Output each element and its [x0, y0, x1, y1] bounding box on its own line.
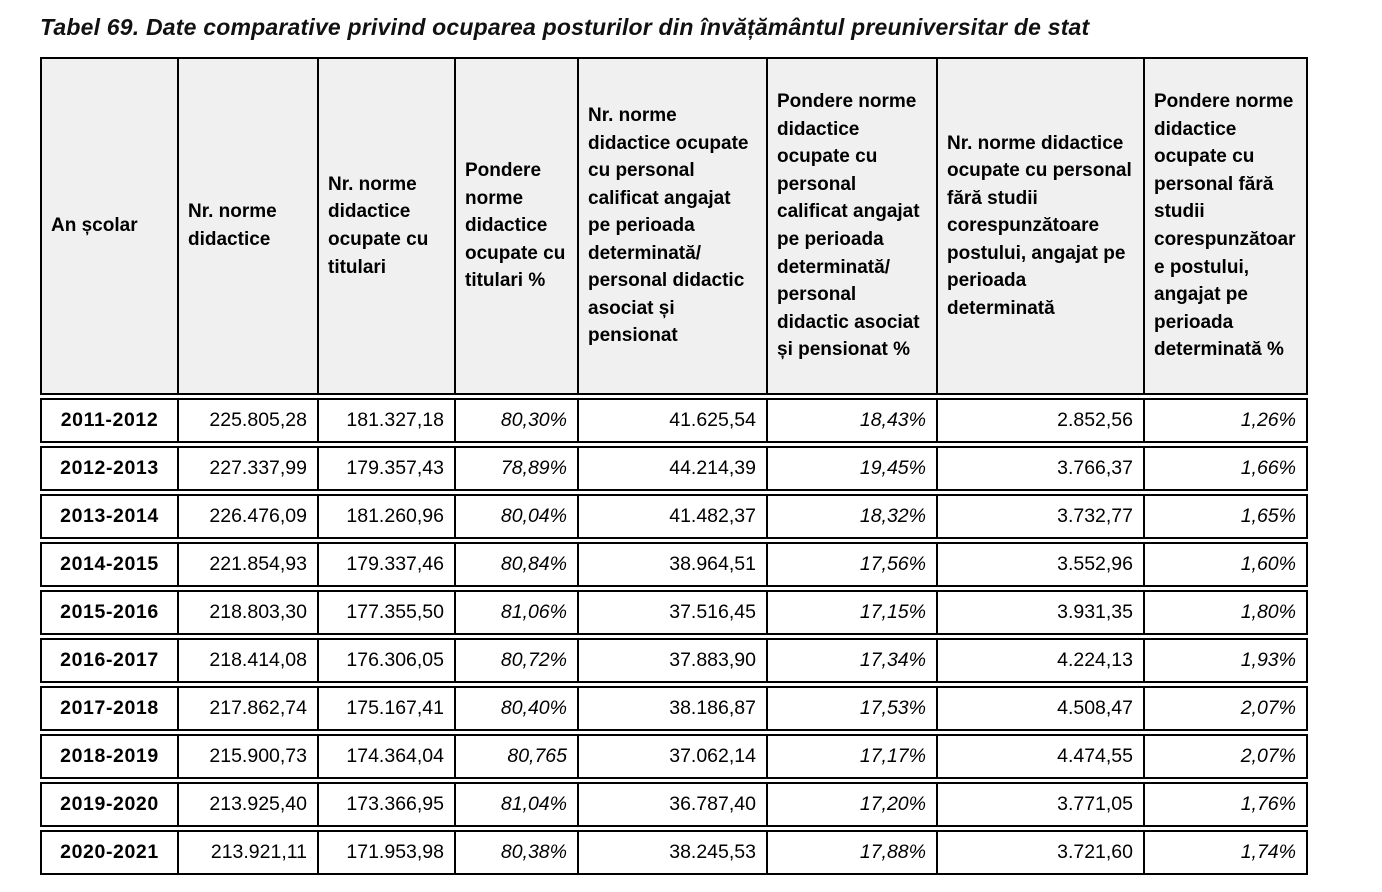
value-cell: 173.366,95 — [317, 784, 454, 825]
value-cell: 177.355,50 — [317, 592, 454, 633]
percent-cell: 1,60% — [1143, 544, 1306, 585]
year-cell: 2012-2013 — [60, 457, 159, 479]
year-cell: 2020-2021 — [60, 841, 159, 863]
value-cell: 41.482,37 — [577, 496, 766, 537]
percent-cell: 1,26% — [1143, 400, 1306, 441]
value-cell: 171.953,98 — [317, 832, 454, 873]
header-cell-5: Pondere norme didactice ocupate cu personal calificat angajat pe perioada determinată/ personal didactic asociat și pensionat % — [766, 59, 936, 393]
value-cell: 175.167,41 — [317, 688, 454, 729]
percent-cell: 80,84% — [454, 544, 577, 585]
value-cell: 174.364,04 — [317, 736, 454, 777]
value-cell: 3.931,35 — [936, 592, 1143, 633]
table-row — [40, 446, 1308, 491]
year-cell: 2019-2020 — [60, 793, 159, 815]
percent-cell: 1,80% — [1143, 592, 1306, 633]
year-cell: 2013-2014 — [60, 505, 159, 527]
percent-cell: 2,07% — [1143, 736, 1306, 777]
table-row — [40, 686, 1308, 731]
percent-cell: 1,66% — [1143, 448, 1306, 489]
percent-cell: 80,30% — [454, 400, 577, 441]
percent-cell: 17,15% — [766, 592, 936, 633]
year-cell: 2011-2012 — [60, 409, 159, 431]
percent-cell: 2,07% — [1143, 688, 1306, 729]
percent-cell: 78,89% — [454, 448, 577, 489]
table-row — [40, 398, 1308, 443]
value-cell: 179.337,46 — [317, 544, 454, 585]
percent-cell: 80,72% — [454, 640, 577, 681]
value-cell: 4.508,47 — [936, 688, 1143, 729]
year-cell: 2016-2017 — [60, 649, 159, 671]
comparative-table — [40, 57, 1308, 875]
value-cell: 38.245,53 — [577, 832, 766, 873]
value-cell: 181.327,18 — [317, 400, 454, 441]
value-cell: 4.474,55 — [936, 736, 1143, 777]
header-cell-7: Pondere norme didactice ocupate cu personal fără studii corespunzătoare postului, angajat pe perioada determinată % — [1143, 59, 1306, 393]
percent-cell: 1,74% — [1143, 832, 1306, 873]
value-cell: 225.805,28 — [177, 400, 317, 441]
table-row — [40, 494, 1308, 539]
percent-cell: 1,76% — [1143, 784, 1306, 825]
year-cell: 2014-2015 — [60, 553, 159, 575]
value-cell: 227.337,99 — [177, 448, 317, 489]
value-cell: 176.306,05 — [317, 640, 454, 681]
table-row — [40, 638, 1308, 683]
percent-cell: 17,34% — [766, 640, 936, 681]
table-row — [40, 590, 1308, 635]
percent-cell: 1,65% — [1143, 496, 1306, 537]
value-cell: 218.803,30 — [177, 592, 317, 633]
value-cell: 3.771,05 — [936, 784, 1143, 825]
value-cell: 217.862,74 — [177, 688, 317, 729]
table-title: Tabel 69. Date comparative privind ocuparea posturilor din învățământul preuniversitar de stat — [40, 14, 1090, 40]
percent-cell: 18,43% — [766, 400, 936, 441]
percent-cell: 18,32% — [766, 496, 936, 537]
value-cell: 218.414,08 — [177, 640, 317, 681]
value-cell: 37.062,14 — [577, 736, 766, 777]
value-cell: 3.552,96 — [936, 544, 1143, 585]
value-cell: 213.925,40 — [177, 784, 317, 825]
value-cell: 2.852,56 — [936, 400, 1143, 441]
value-cell: 37.516,45 — [577, 592, 766, 633]
value-cell: 215.900,73 — [177, 736, 317, 777]
table-row — [40, 782, 1308, 827]
year-cell: 2015-2016 — [60, 601, 159, 623]
percent-cell: 80,765 — [454, 736, 577, 777]
value-cell: 3.721,60 — [936, 832, 1143, 873]
value-cell: 221.854,93 — [177, 544, 317, 585]
value-cell: 4.224,13 — [936, 640, 1143, 681]
value-cell: 38.186,87 — [577, 688, 766, 729]
percent-cell: 19,45% — [766, 448, 936, 489]
table-row — [40, 542, 1308, 587]
percent-cell: 80,38% — [454, 832, 577, 873]
header-cell-2: Nr. norme didactice ocupate cu titulari — [317, 59, 454, 393]
year-cell: 2018-2019 — [60, 745, 159, 767]
table-header-row — [40, 57, 1308, 395]
percent-cell: 80,40% — [454, 688, 577, 729]
percent-cell: 17,56% — [766, 544, 936, 585]
table-row — [40, 734, 1308, 779]
table-row — [40, 830, 1308, 875]
value-cell: 37.883,90 — [577, 640, 766, 681]
percent-cell: 17,88% — [766, 832, 936, 873]
header-cell-3: Pondere norme didactice ocupate cu titulari % — [454, 59, 577, 393]
value-cell: 3.766,37 — [936, 448, 1143, 489]
header-cell-6: Nr. norme didactice ocupate cu personal fără studii corespunzătoare postului, angajat pe perioada determinată — [936, 59, 1143, 393]
value-cell: 41.625,54 — [577, 400, 766, 441]
percent-cell: 80,04% — [454, 496, 577, 537]
value-cell: 181.260,96 — [317, 496, 454, 537]
value-cell: 3.732,77 — [936, 496, 1143, 537]
value-cell: 226.476,09 — [177, 496, 317, 537]
percent-cell: 81,06% — [454, 592, 577, 633]
value-cell: 38.964,51 — [577, 544, 766, 585]
percent-cell: 81,04% — [454, 784, 577, 825]
header-cell-1: Nr. norme didactice — [177, 59, 317, 393]
header-cell-0: An școlar — [51, 215, 138, 237]
table-body — [40, 398, 1308, 875]
value-cell: 213.921,11 — [177, 832, 317, 873]
year-cell: 2017-2018 — [60, 697, 159, 719]
value-cell: 36.787,40 — [577, 784, 766, 825]
percent-cell: 17,53% — [766, 688, 936, 729]
header-cell-4: Nr. norme didactice ocupate cu personal calificat angajat pe perioada determinată/ personal didactic asociat și pensionat — [577, 59, 766, 393]
percent-cell: 1,93% — [1143, 640, 1306, 681]
value-cell: 44.214,39 — [577, 448, 766, 489]
percent-cell: 17,20% — [766, 784, 936, 825]
value-cell: 179.357,43 — [317, 448, 454, 489]
percent-cell: 17,17% — [766, 736, 936, 777]
